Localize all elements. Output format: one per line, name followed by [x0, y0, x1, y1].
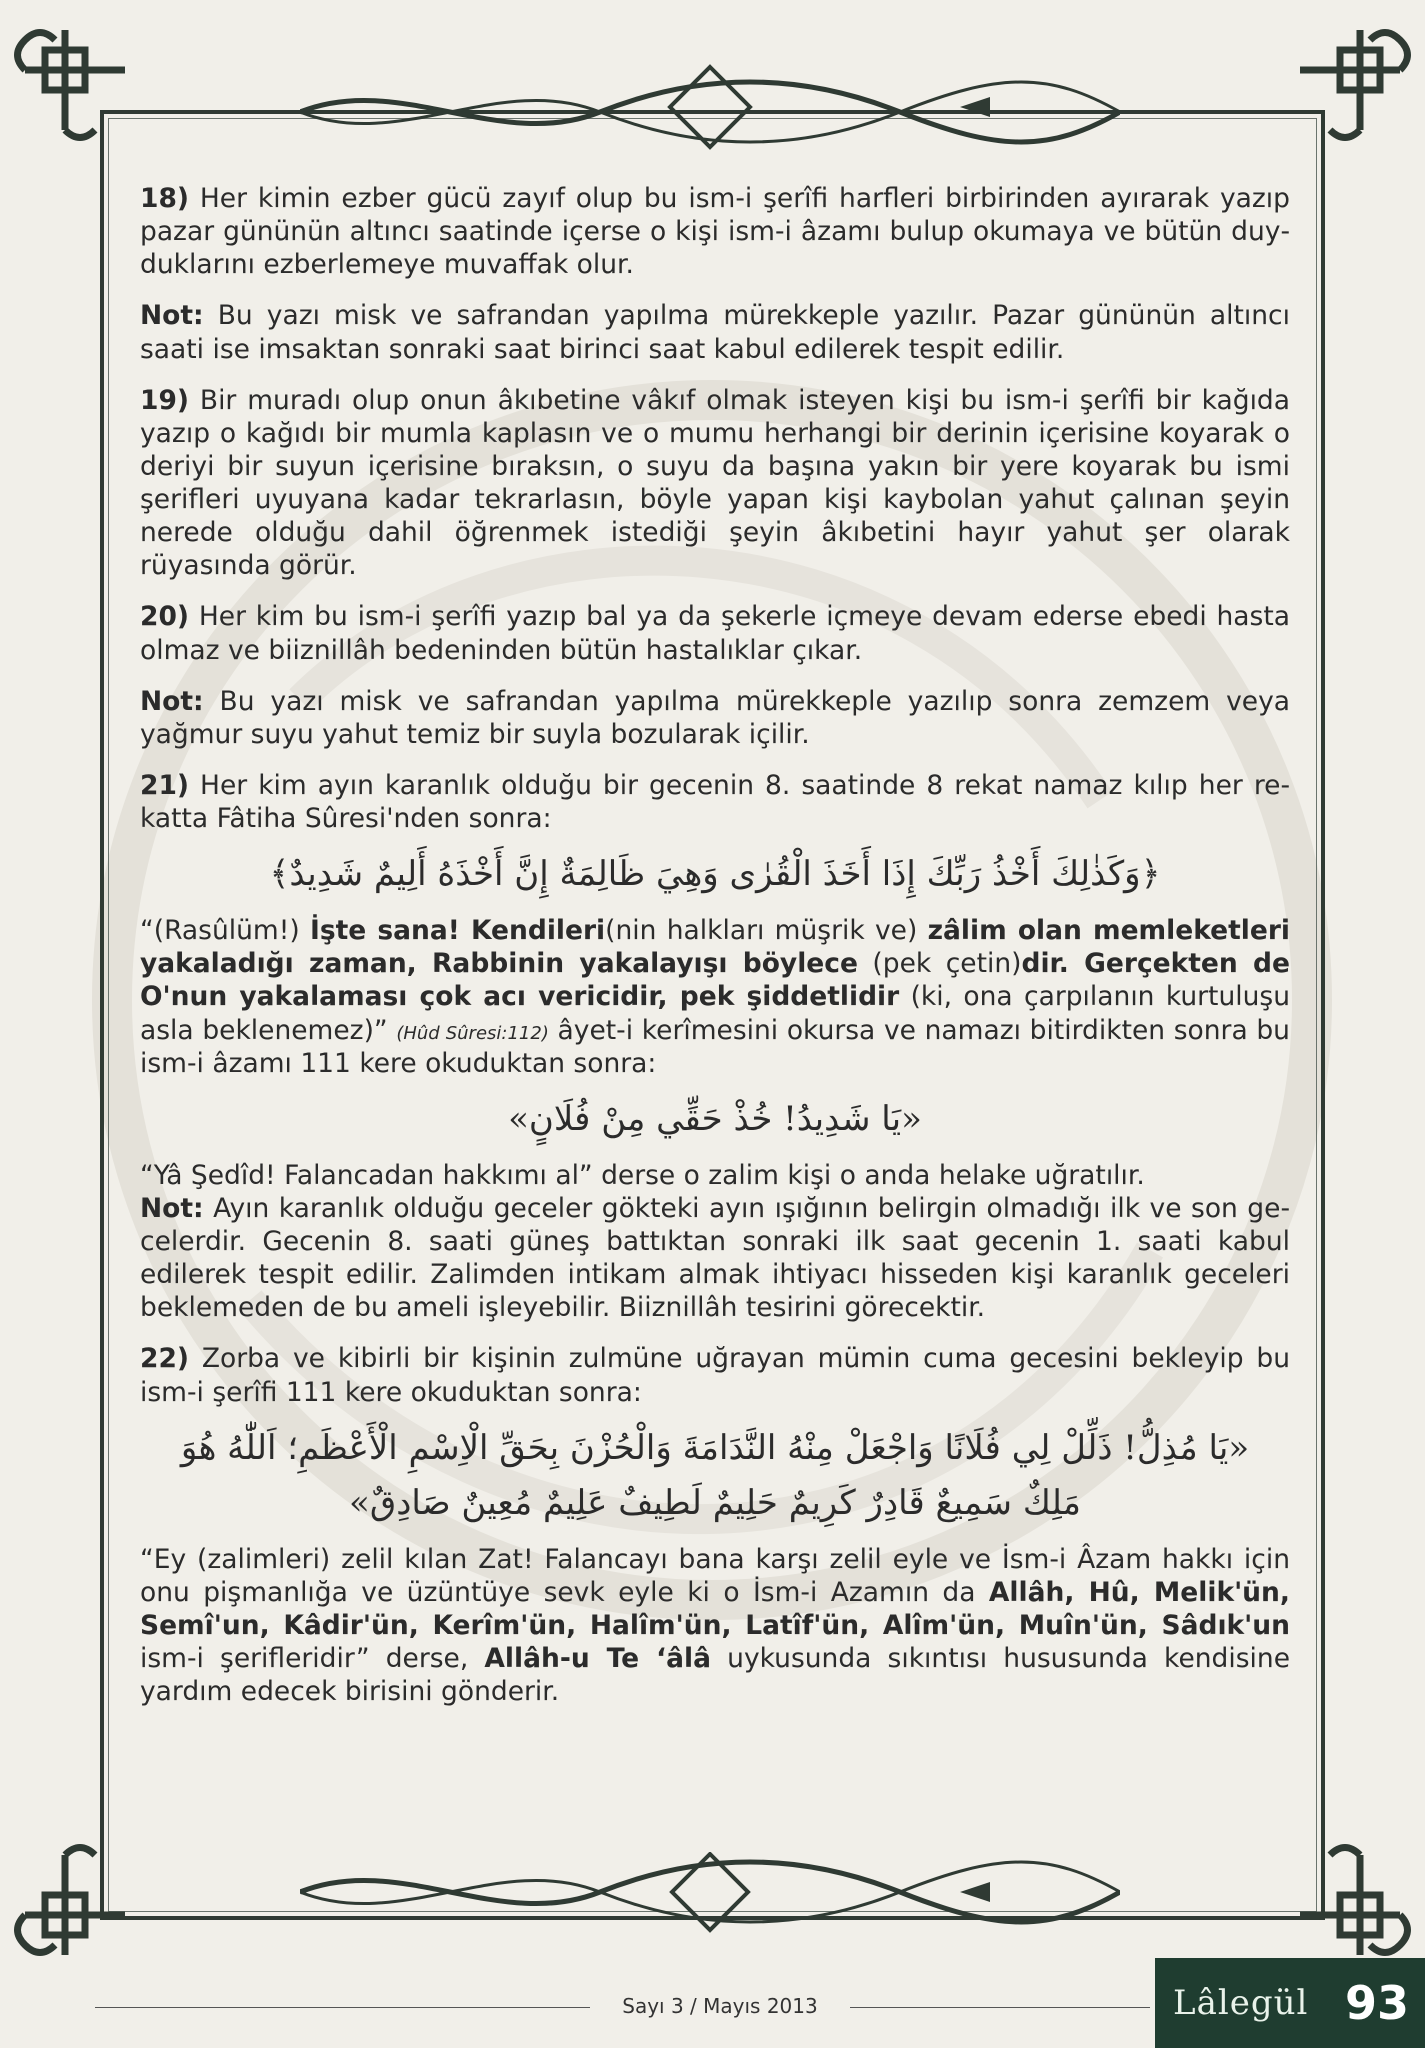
- translation-part: âyet-i kerîmesini okursa ve namazı bitirdikten sonra bu ism-i âzamı 111 kere okuduktan sonra:: [140, 1014, 1290, 1079]
- translation-bold: zâlim olan memleketleri yakaladığı zaman, Rabbinin yakalayışı böylece: [140, 915, 1290, 980]
- paragraph-18: [140, 182, 1290, 281]
- translation-part: ism-i şerifleridir” derse,: [140, 1643, 485, 1674]
- arabic-prayer-3-line-1: «يَا مُذِلُّ! ذَلِّلْ لِي فُلَانًا وَاجْعَلْ مِنْهُ النَّدَامَةَ وَالْحُزْنَ بِحَقِّ الْاِسْمِ الْأَعْظَمِ؛ اَللّٰهُ هُوَ: [180, 1427, 1250, 1468]
- corner-knot-top-left-icon: [5, 10, 145, 150]
- top-ornament-band-icon: [300, 62, 1120, 152]
- page-badge: [1155, 1958, 1425, 2048]
- article-body: [140, 182, 1290, 1726]
- paragraph-text: Bir muradı olup onun âkıbetine vâkıf olmak isteyen kişi bu ism-i şerîfi bir kağıda yazıp o kağıdı bir mumla kaplasın ve o mumu herhangi bir derinin içerisine koyarak o deriyi bir suyun içerisine bıraksın, o suyu da başına yakın bir yere koyarak bu ismi şerifleri uyuyana kadar tekrarlasın, böyle yapan kişi kaybolan yahut çalınan şeyin nerede olduğu dahil öğrenmek istediği şeyin âkıbetini hayır yahut şer olarak rüyasında görür.: [140, 384, 1290, 582]
- item-number: 19): [140, 384, 189, 416]
- footer-rule-right: [850, 2007, 1150, 2008]
- item-number: 18): [140, 183, 189, 214]
- note-label: Not:: [140, 685, 204, 717]
- prayer-translation-2: “Yâ Şedîd! Falancadan hakkımı al” derse o zalim kişi o anda helake uğratılır.: [140, 1159, 1145, 1191]
- paragraph-text: Her kimin ezber gücü zayıf olup bu ism-i şerîfi harfleri birbirinden ayırarak yazıp pazar gününün altıncı saatinde içerse o kişi ism-i âzamı bulup okumaya ve bütün duyduklarını ezberlemeye muvaffak olur.: [140, 183, 1290, 281]
- bottom-ornament-band-icon: [300, 1852, 1120, 1942]
- magazine-logo: Lâlegül: [1173, 1983, 1309, 2023]
- verse-reference: (Hûd Sûresi:112): [396, 1022, 549, 1044]
- corner-knot-top-right-icon: [1280, 10, 1420, 150]
- paragraph-text: Her kim ayın karanlık olduğu bir gecenin 8. saatinde 8 rekat namaz kılıp her rekatta Fâtiha Sûresi'nden sonra:: [140, 769, 1290, 834]
- page-number: 93: [1344, 1976, 1409, 2030]
- arabic-prayer-3-line-2: مَلِكٌ سَمِيعٌ قَادِرٌ كَرِيمٌ حَلِيمٌ لَطِيفٌ عَلِيمٌ مُعِينٌ صَادِقٌ»: [349, 1482, 1081, 1523]
- translation-bold: dir. Gerçekten de O'nun yakalaması çok acı vericidir, pek şiddetlidir: [140, 948, 1290, 1013]
- note-label: Not:: [140, 1192, 204, 1224]
- corner-knot-bottom-left-icon: [5, 1835, 145, 1975]
- translation-part: (ki, ona çarpılanın kurtuluşu asla beklenemez)”: [140, 981, 1291, 1046]
- note-1: [140, 299, 1290, 365]
- paragraph-text: Her kim bu ism-i şerîfi yazıp bal ya da şekerle içmeye devam ederse ebedi hasta olmaz ve biiznillâh bedeninden bütün hastalıklar çıkar.: [140, 601, 1290, 666]
- translation-part: (pek çetin): [857, 948, 1022, 980]
- prayer-translation-3: [140, 1543, 1290, 1709]
- translation-bold: Allâh-u Te ‘âlâ: [484, 1643, 712, 1674]
- footer-rule-left: [95, 2007, 590, 2008]
- item-number: 20): [140, 601, 189, 633]
- item-number: 22): [140, 1343, 189, 1375]
- arabic-verse-1: ﴿وَكَذٰلِكَ أَخْذُ رَبِّكَ إِذَا أَخَذَ الْقُرٰى وَهِيَ ظَالِمَةٌ إِنَّ أَخْذَهُ أَلِيمٌ شَدِيدٌ﴾: [269, 854, 1161, 895]
- translation-part: “Ey (zalimleri) zelil kılan Zat! Falancayı bana karşı zelil eyle ve İsm-i Âzam hakkı için onu pişmanlığa ve üzüntüye sevk eyle ki o İsm-i Azamın da: [140, 1543, 1290, 1608]
- translation-part: uykusunda sıkıntısı hususunda kendisine yardım edecek birisini gönderir.: [140, 1643, 1291, 1708]
- note-text: Ayın karanlık olduğu geceler gökteki ayın ışığının belirgin olmadığı ilk ve son gecelerdir. Gecenin 8. saati güneş battıktan sonraki ilk saat gecenin 1. saati kabul edilerek tespit edilir. Zalimden intikam almak ihtiyacı hisseden kişi karanlık geceleri beklemeden de bu ameli işleyebilir. Biiznillâh tesirini görecektir.: [140, 1192, 1290, 1324]
- paragraph-21: [140, 769, 1290, 835]
- verse-translation: [140, 914, 1290, 1080]
- translation-part: “(Rasûlüm!): [140, 915, 310, 947]
- issue-info: Sayı 3 / Mayıs 2013: [622, 1994, 818, 2018]
- item-number: 21): [140, 769, 189, 801]
- note-label: Not:: [140, 300, 204, 332]
- note-2: [140, 685, 1290, 751]
- note-3: [140, 1192, 1290, 1325]
- paragraph-text: Zorba ve kibirli bir kişinin zulmüne uğrayan mümin cuma gecesini bekleyip bu ism-i şerîfi 111 kere okuduktan sonra:: [140, 1343, 1290, 1408]
- corner-knot-bottom-right-icon: [1280, 1835, 1420, 1975]
- arabic-prayer-2: «يَا شَدِيدُ! خُذْ حَقِّي مِنْ فُلَانٍ»: [508, 1098, 922, 1139]
- translation-part: (nin halkları müşrik ve): [605, 915, 928, 947]
- translation-bold: İşte sana! Kendileri: [309, 915, 606, 947]
- paragraph-22: [140, 1342, 1290, 1408]
- paragraph-20: [140, 600, 1290, 666]
- paragraph-19: [140, 384, 1290, 583]
- translation-bold: Allâh, Hû, Melik'ün, Semî'un, Kâdir'ün, Kerîm'ün, Halîm'ün, Latîf'ün, Alîm'ün, Muîn'ün, Sâdık'un: [140, 1576, 1290, 1641]
- note-text: Bu yazı misk ve safrandan yapılma mürekkeple yazılır. Pazar gününün altıncı saati ise imsaktan sonraki saat birinci saat kabul edilerek tespit edilir.: [140, 300, 1290, 365]
- note-text: Bu yazı misk ve safrandan yapılma mürekkeple yazılıp sonra zemzem veya yağmur suyu yahut temiz bir suyla bozularak içilir.: [140, 685, 1290, 750]
